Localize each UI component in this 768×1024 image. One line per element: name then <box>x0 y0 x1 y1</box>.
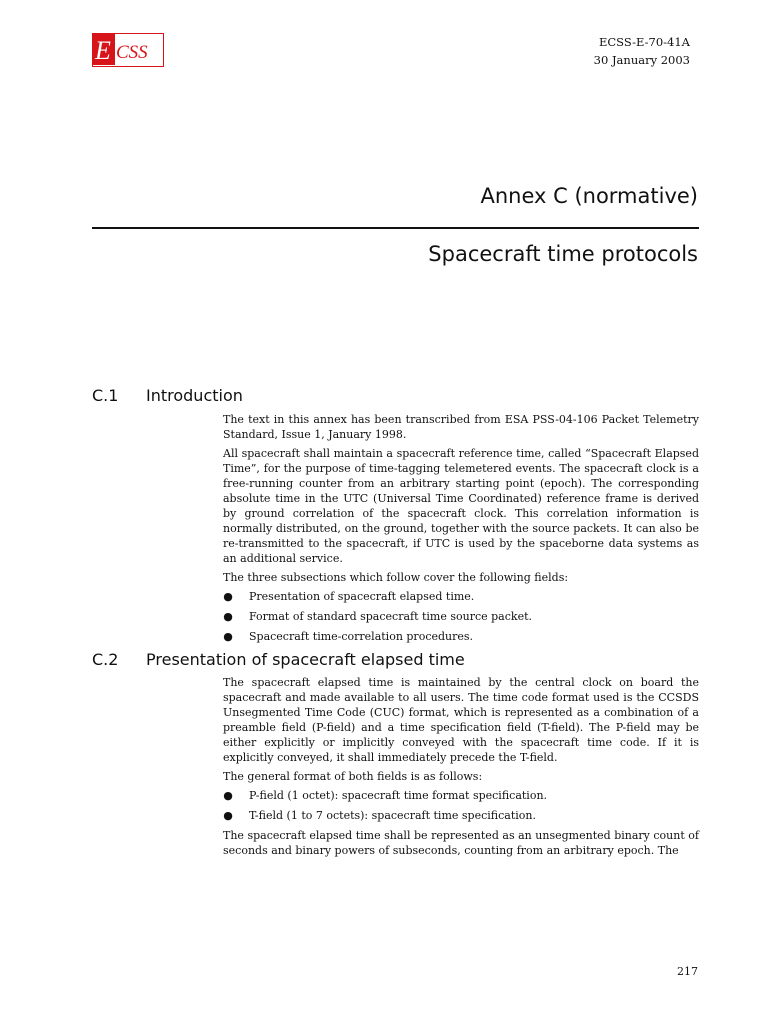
bullet-list <box>223 589 699 644</box>
paragraph: The spacecraft elapsed time is maintained by the central clock on board the spacecraft and made available to all users. The time code format used is the CCSDS Unsegmented Time Code (CUC) format, which is represented as a combination of a preamble field (P-field) and a time specification field (T-field). The P-field may be either explicitly or implicitly conveyed with the spacecraft time code. If it is explicitly conveyed, it shall immediately precede the T-field. <box>223 676 699 764</box>
bullet-icon: ● <box>223 789 233 802</box>
annex-title: Annex C (normative) <box>480 184 698 208</box>
section-title: Introduction <box>146 386 243 405</box>
section-heading-c1 <box>92 386 243 405</box>
list-item <box>223 589 699 604</box>
document-date: 30 January 2003 <box>593 53 690 67</box>
paragraph: The general format of both fields is as follows: <box>223 770 483 783</box>
section-body-c2 <box>223 675 699 862</box>
bullet-icon: ● <box>223 610 233 623</box>
list-item-text: T-field (1 to 7 octets): spacecraft time specification. <box>249 809 536 822</box>
paragraph: The spacecraft elapsed time shall be represented as an unsegmented binary count of seconds and binary powers of subseconds, counting from an arbitrary epoch. The <box>223 829 699 857</box>
bullet-icon: ● <box>223 809 233 822</box>
svg-text:E: E <box>95 36 111 65</box>
section-body-c1 <box>223 412 699 649</box>
chapter-title: Spacecraft time protocols <box>428 242 698 266</box>
list-item <box>223 808 699 823</box>
paragraph: All spacecraft shall maintain a spacecraft reference time, called “Spacecraft Elapsed Time”, for the purpose of time-tagging telemetered events. The spacecraft clock is a free-running counter from an arbitrary starting point (epoch). The corresponding absolute time in the UTC (Universal Time Coordinated) reference frame is derived by ground correlation of the spacecraft clock. This correlation information is normally distributed, on the ground, together with the source packets. It can also be re-transmitted to the spacecraft, if UTC is used by the spaceborne data systems as an additional service. <box>223 447 699 565</box>
ecss-logo <box>92 33 164 67</box>
title-rule <box>92 227 699 229</box>
bullet-icon: ● <box>223 590 233 603</box>
page-number: 217 <box>677 965 698 978</box>
section-number: C.1 <box>92 386 119 405</box>
list-item-text: Spacecraft time-correlation procedures. <box>249 630 474 643</box>
list-item <box>223 609 699 624</box>
paragraph: The three subsections which follow cover the following fields: <box>223 571 569 584</box>
list-item-text: P-field (1 octet): spacecraft time format specification. <box>249 789 548 802</box>
list-item-text: Presentation of spacecraft elapsed time. <box>249 590 475 603</box>
section-title: Presentation of spacecraft elapsed time <box>146 650 465 669</box>
bullet-list <box>223 788 699 823</box>
list-item <box>223 629 699 644</box>
ecss-logo-mark <box>93 34 162 65</box>
paragraph: The text in this annex has been transcribed from ESA PSS-04-106 Packet Telemetry Standard, Issue 1, January 1998. <box>223 413 699 441</box>
svg-text:CSS: CSS <box>116 42 148 63</box>
list-item <box>223 788 699 803</box>
list-item-text: Format of standard spacecraft time source packet. <box>249 610 532 623</box>
section-heading-c2 <box>92 650 465 669</box>
document-number: ECSS-E-70-41A <box>598 35 690 49</box>
section-number: C.2 <box>92 650 119 669</box>
document-id-block <box>594 33 690 69</box>
bullet-icon: ● <box>223 630 233 643</box>
